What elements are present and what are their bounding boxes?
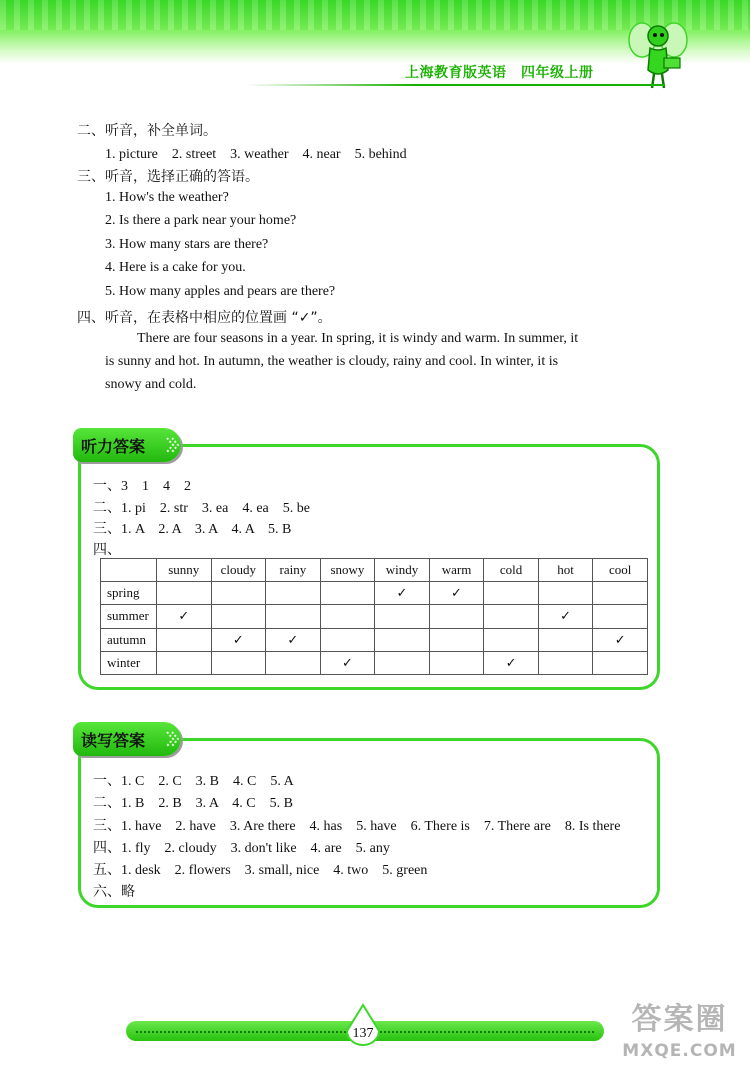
- table-row-label: summer: [101, 605, 157, 628]
- table-cell: [429, 651, 484, 674]
- reading-answer-line: 二、1. B 2. B 3. A 4. C 5. B: [93, 796, 293, 811]
- watermark-text: 答案圈: [631, 1002, 728, 1037]
- table-header-cell: windy: [375, 559, 430, 582]
- table-header-cell: hot: [538, 559, 593, 582]
- table-cell: [266, 582, 321, 605]
- table-row: [101, 582, 648, 605]
- table-header-cell: cloudy: [211, 559, 266, 582]
- table-cell: [375, 605, 430, 628]
- table-cell: ✓: [538, 605, 593, 628]
- listening-answers-tag: [73, 428, 181, 462]
- table-cell: ✓: [375, 582, 430, 605]
- listening-answer-line: 四、: [93, 543, 121, 558]
- reading-answer-line: 五、1. desk 2. flowers 3. small, nice 4. two 5. green: [93, 863, 428, 878]
- table-header-cell: [101, 559, 157, 582]
- table-header-cell: cold: [484, 559, 539, 582]
- table-cell: ✓: [211, 628, 266, 651]
- watermark: [612, 1000, 747, 1080]
- table-cell: ✓: [266, 628, 321, 651]
- reading-answer-line: 四、1. fly 2. cloudy 3. don't like 4. are 5. any: [93, 841, 390, 856]
- chevron-right-icon: [165, 730, 179, 748]
- table-cell: [538, 628, 593, 651]
- reading-answer-line: 一、1. C 2. C 3. B 4. C 5. A: [93, 774, 294, 789]
- table-cell: [320, 628, 375, 651]
- table-header-row: [101, 559, 648, 582]
- table-row: [101, 651, 648, 674]
- section3-heading: 三、听音，选择正确的答语。: [77, 169, 259, 185]
- table-cell: [157, 651, 212, 674]
- table-cell: [484, 605, 539, 628]
- section3-item: 2. Is there a park near your home?: [105, 213, 297, 228]
- table-cell: [593, 605, 648, 628]
- table-cell: ✓: [484, 651, 539, 674]
- page-number: 137: [352, 1026, 374, 1041]
- reading-answer-line: 三、1. have 2. have 3. Are there 4. has 5. have 6. There is 7. There are 8. Is there: [93, 819, 621, 834]
- listening-answer-line: 三、1. A 2. A 3. A 4. A 5. B: [93, 522, 292, 537]
- reading-answers-tag: [73, 722, 181, 756]
- reading-answer-line: 六、略: [93, 885, 135, 900]
- chevron-right-icon: [165, 436, 179, 454]
- section4-paragraph-line: is sunny and hot. In autumn, the weather is cloudy, rainy and cool. In winter, it is: [105, 354, 559, 369]
- table-row-label: autumn: [101, 628, 157, 651]
- table-cell: [429, 628, 484, 651]
- table-cell: ✓: [429, 582, 484, 605]
- table-row: [101, 605, 648, 628]
- table-cell: [266, 605, 321, 628]
- listening-answers-title: 听力答案: [81, 437, 146, 456]
- section3-item: 3. How many stars are there?: [105, 237, 269, 252]
- section4-heading: 四、听音，在表格中相应的位置画 “✓”。: [77, 310, 332, 326]
- section4-paragraph-line: snowy and cold.: [105, 377, 197, 392]
- table-cell: [375, 651, 430, 674]
- table-header-cell: warm: [429, 559, 484, 582]
- table-cell: [211, 651, 266, 674]
- table-cell: [484, 628, 539, 651]
- table-cell: [211, 605, 266, 628]
- table-cell: [211, 582, 266, 605]
- weather-table: [100, 558, 648, 675]
- table-cell: [538, 651, 593, 674]
- section2-heading: 二、听音，补全单词。: [77, 123, 217, 139]
- watermark-url: MXQE.COM: [622, 1041, 737, 1061]
- table-cell: [429, 605, 484, 628]
- section3-item: 1. How's the weather?: [105, 190, 229, 205]
- section3-item: 4. Here is a cake for you.: [105, 260, 246, 275]
- table-cell: [320, 582, 375, 605]
- section4-paragraph-line: There are four seasons in a year. In spring, it is windy and warm. In summer, it: [137, 331, 579, 346]
- listening-answer-line: 一、3 1 4 2: [93, 479, 191, 494]
- header-divider: [245, 84, 665, 86]
- listening-answer-line: 二、1. pi 2. str 3. ea 4. ea 5. be: [93, 501, 310, 516]
- table-cell: ✓: [320, 651, 375, 674]
- table-cell: [157, 628, 212, 651]
- section2-words: 1. picture 2. street 3. weather 4. near 5. behind: [105, 147, 407, 162]
- book-title: 上海教育版英语 四年级上册: [405, 65, 594, 81]
- table-header-cell: rainy: [266, 559, 321, 582]
- table-cell: [593, 651, 648, 674]
- table-cell: [484, 582, 539, 605]
- reading-answers-title: 读写答案: [81, 731, 146, 750]
- table-cell: [157, 582, 212, 605]
- table-header-cell: sunny: [157, 559, 212, 582]
- table-row-label: spring: [101, 582, 157, 605]
- table-cell: [375, 628, 430, 651]
- table-header-cell: snowy: [320, 559, 375, 582]
- table-cell: ✓: [593, 628, 648, 651]
- section3-item: 5. How many apples and pears are there?: [105, 284, 336, 299]
- table-cell: [320, 605, 375, 628]
- table-cell: [593, 582, 648, 605]
- table-cell: [266, 651, 321, 674]
- table-header-cell: cool: [593, 559, 648, 582]
- table-cell: [538, 582, 593, 605]
- table-row-label: winter: [101, 651, 157, 674]
- table-cell: ✓: [157, 605, 212, 628]
- table-row: [101, 628, 648, 651]
